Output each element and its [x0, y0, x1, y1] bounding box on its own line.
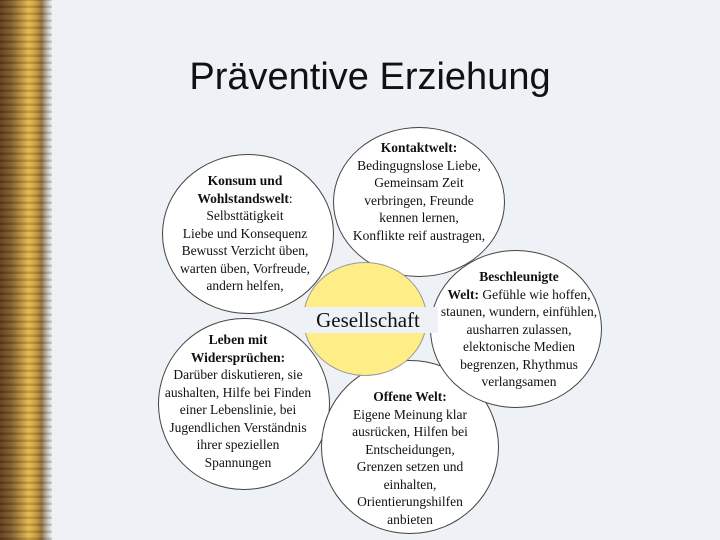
offene-welt-line: Orientierungshilfen	[357, 494, 463, 509]
konsumwelt-heading-colon: :	[288, 190, 293, 206]
beschleunigte-welt-text	[420, 268, 618, 391]
gesellschaft-label: Gesellschaft	[298, 307, 438, 333]
kontaktwelt-line: Gemeinsam Zeit	[374, 175, 464, 190]
beschleunigte-welt-line: verlangsamen	[481, 374, 557, 389]
konsumwelt-line: warten üben, Vorfreude,	[180, 260, 310, 276]
widersprueche-heading: Leben mit	[208, 332, 268, 347]
kontaktwelt-line: Bedingugnslose Liebe,	[357, 157, 481, 173]
widersprueche-heading: Widersprüchen:	[190, 349, 286, 365]
beschleunigte-welt-line: ausharren zulassen,	[466, 321, 572, 337]
widersprueche-line: Jugendlichen Verständnis	[169, 419, 307, 435]
konsumwelt-heading: Wohlstandswelt	[197, 190, 289, 206]
offene-welt-line: Eigene Meinung klar	[353, 406, 467, 422]
widersprueche-line: Spannungen	[204, 454, 272, 470]
widersprueche-line: aushalten, Hilfe bei Finden	[164, 384, 312, 400]
offene-welt-text	[330, 388, 490, 528]
konsumwelt-line: Selbsttätigkeit	[206, 208, 284, 223]
konsumwelt-text	[172, 172, 318, 295]
offene-welt-line: Grenzen setzen und	[356, 459, 464, 474]
kontaktwelt-line: Konflikte reif austragen,	[352, 227, 486, 243]
beschleunigte-welt-heading: Beschleunigte	[479, 269, 559, 284]
slide-title: Präventive Erziehung	[189, 56, 551, 98]
kontaktwelt-heading: Kontaktwelt:	[380, 140, 458, 155]
beschleunigte-welt-line: begrenzen, Rhythmus	[460, 356, 578, 372]
konsumwelt-heading: Konsum und	[207, 173, 283, 188]
offene-welt-line: anbieten	[387, 511, 433, 527]
konsumwelt-line: Liebe und Konsequenz	[182, 225, 308, 241]
beschleunigte-welt-heading: Welt:	[447, 286, 480, 302]
konsumwelt-line: andern helfen,	[206, 278, 284, 293]
offene-welt-line: einhalten,	[383, 476, 437, 492]
beschleunigte-welt-line: Gefühle wie hoffen,	[482, 286, 591, 302]
offene-welt-heading: Offene Welt:	[373, 389, 447, 404]
widersprueche-line: ihrer speziellen	[196, 437, 280, 452]
widersprueche-text	[148, 331, 328, 471]
kontaktwelt-line: kennen lernen,	[379, 210, 459, 225]
offene-welt-line: ausrücken, Hilfen bei	[352, 424, 468, 439]
kontaktwelt-line: verbringen, Freunde	[364, 192, 474, 208]
offene-welt-line: Entscheidungen,	[365, 441, 455, 457]
kontaktwelt-text	[330, 139, 508, 244]
beschleunigte-welt-line: staunen, wundern, einfühlen,	[440, 304, 598, 319]
konsumwelt-line: Bewusst Verzicht üben,	[181, 243, 309, 258]
beschleunigte-welt-line: elektonische Medien	[462, 339, 576, 354]
widersprueche-line: Darüber diskutieren, sie	[173, 367, 303, 382]
widersprueche-line: einer Lebenslinie, bei	[179, 402, 297, 417]
